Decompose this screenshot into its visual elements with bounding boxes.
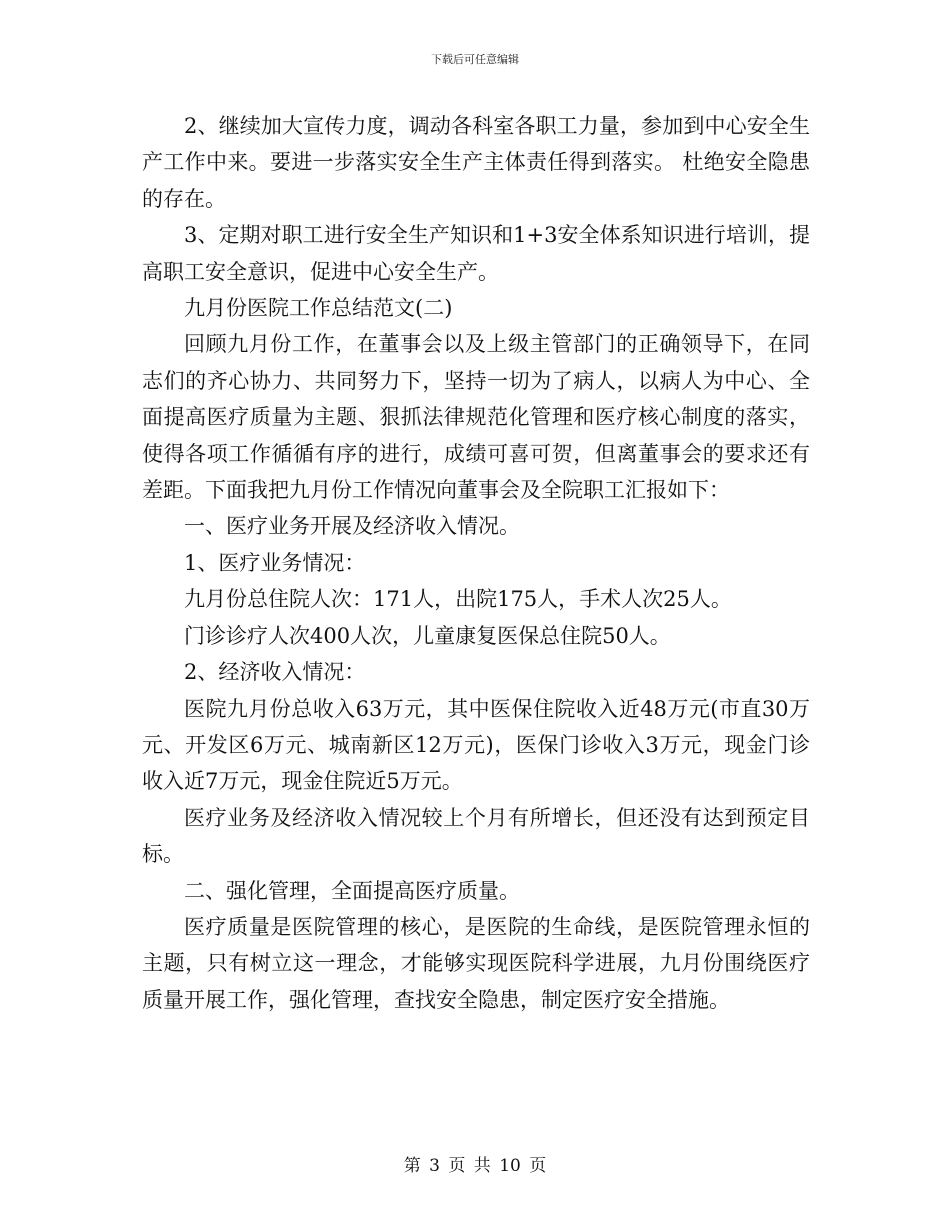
subheading-income: 2、经济收入情况：: [184, 660, 366, 685]
page-number: 第 3 页 共 10 页: [403, 1156, 547, 1176]
document-body: [142, 108, 810, 1018]
page-header: 下载后可任意编辑: [431, 53, 519, 66]
heading-business-income: 一、医疗业务开展及经济收入情况。: [184, 514, 520, 539]
paragraph-outpatient-stats: 门诊诊疗人次400人次，儿童康复医保总住院50人。: [184, 623, 671, 648]
paragraph-review: 回顾九月份工作，在董事会以及上级主管部门的正确领导下，在同志们的齐心协力、共同努力下，坚持一切为了病人，以病人为中心、全面提高医疗质量为主题、狠抓法律规范化管理和医疗核心制度的落实，使得各项工作循循有序的进行，成绩可喜可贺，但离董事会的要求还有差距。下面我把九月份工作情况向董事会及全院职工汇报如下：: [142, 332, 810, 503]
section-title: 九月份医院工作总结范文(二): [184, 296, 453, 321]
paragraph-income-stats: 医院九月份总收入63万元，其中医保住院收入近48万元(市直30万元、开发区6万元、城南新区12万元)，医保门诊收入3万元，现金门诊收入近7万元，现金住院近5万元。: [142, 696, 810, 794]
heading-management: 二、强化管理，全面提高医疗质量。: [184, 878, 520, 903]
paragraph-inpatient-stats: 九月份总住院人次：171人，出院175人，手术人次25人。: [184, 587, 732, 612]
subheading-medical-business: 1、医疗业务情况：: [184, 550, 366, 575]
paragraph-safety-publicity: 2、继续加大宣传力度，调动各科室各职工力量，参加到中心安全生产工作中来。要进一步落实安全生产主体责任得到落实。 杜绝安全隐患的存在。: [142, 114, 810, 211]
paragraph-safety-training: 3、定期对职工进行安全生产知识和1+3安全体系知识进行培训，提高职工安全意识，促进中心安全生产。: [142, 223, 810, 284]
paragraph-quality: 医疗质量是医院管理的核心，是医院的生命线，是医院管理永恒的主题，只有树立这一理念，才能够实现医院科学进展，九月份围绕医疗质量开展工作，强化管理，查找安全隐患，制定医疗安全措施。: [142, 914, 810, 1012]
paragraph-growth: 医疗业务及经济收入情况较上个月有所增长，但还没有达到预定目标。: [142, 805, 810, 867]
